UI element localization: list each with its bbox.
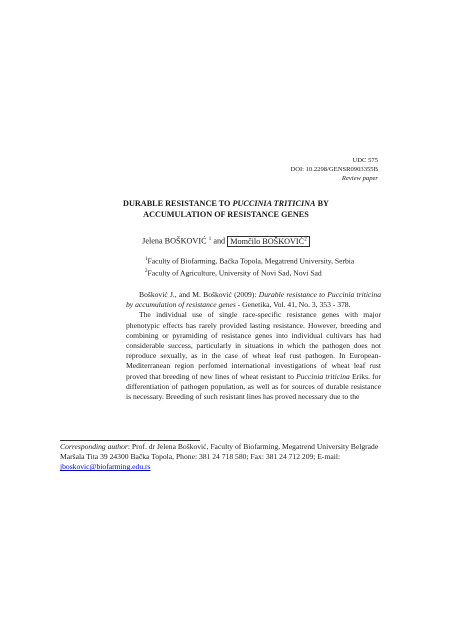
affiliation-2-text: Faculty of Agriculture, University of Novi Sad, Novi Sad [147, 268, 322, 278]
footnote [60, 442, 380, 473]
paper-title [0, 198, 452, 220]
abstract-text-1: The individual use of single race-specific resistance genes with major phenotypic effects has rarely provided lasting resistance. However, breeding and combining or pyramiding of resistance genes into individual cultivars has had considerable success, particularly in situations in which the pathogen does not reproduce sexually, as in the case of wheat leaf rust pathogen. In European-Mediterranean region perfomed international investigations of wheat leaf rust proved that breeding of new lines of wheat resistant to [126, 310, 381, 381]
citation-authors: Bošković J., and M. Bošković (2009): [139, 290, 259, 299]
affiliation-1-text: Faculty of Biofarming, Bačka Topola, Megatrend University, Serbia [147, 256, 355, 266]
citation-journal: - Genetika, Vol. 41, No. 3, 353 - 378. [235, 300, 351, 310]
author-connector: and [211, 236, 228, 246]
affiliation-2 [145, 267, 354, 279]
abstract-text-2: Eriks. for differentiation of pathogen population, as well as for sources of durable resistance is necessary. Breeding of such resistant lines has proved necessary due to the [126, 371, 381, 402]
author-2-name: Momčilo BOŠKOVIĆ [230, 236, 305, 246]
author-1-affil: 1 [208, 236, 212, 242]
email-link[interactable]: jboskovic@biofarming.edu.rs [60, 462, 151, 472]
affiliation-1-sup: 1 [145, 257, 148, 262]
citation-title: Durable resistance to Puccinia triticina by accumulation of resistance genes [126, 290, 381, 310]
title-line-2: ACCUMULATION OF RESISTANCE GENES [143, 210, 309, 219]
paper-type: Review paper [341, 175, 378, 182]
affiliation-2-sup: 2 [145, 268, 148, 274]
abstract-species: Puccinia triticina [296, 371, 350, 381]
author-list [0, 236, 452, 246]
affiliation-1 [145, 255, 354, 267]
citation [126, 290, 381, 310]
author-1: Jelena BOŠKOVIĆ [142, 236, 209, 246]
footnote-text: : Prof. dr Jelena Bošković, Faculty of Biofarming, Megatrend University Belgrade Maršala Tita 39 24300 Bačka Topola, Phone: 381 24 718 580; Fax: 381 24 712 209; E-mail: [60, 442, 379, 462]
author-2-affil: 2 [304, 236, 307, 242]
abstract [126, 290, 381, 402]
author-2 [227, 236, 310, 247]
footnote-label: Corresponding author [60, 442, 128, 451]
title-suffix: BY [315, 199, 329, 208]
footnote-divider [60, 440, 200, 441]
abstract-paragraph [126, 310, 381, 402]
udc-code: UDC 575 [352, 157, 378, 164]
title-line-1 [0, 198, 452, 209]
title-species: PUCCINIA TRITICINA [232, 199, 316, 208]
doi: DOI: 10.2298/GENSR0903355B [290, 166, 378, 173]
title-prefix: DURABLE RESISTANCE TO [123, 199, 233, 208]
header-meta [290, 156, 378, 183]
affiliations [145, 255, 354, 278]
